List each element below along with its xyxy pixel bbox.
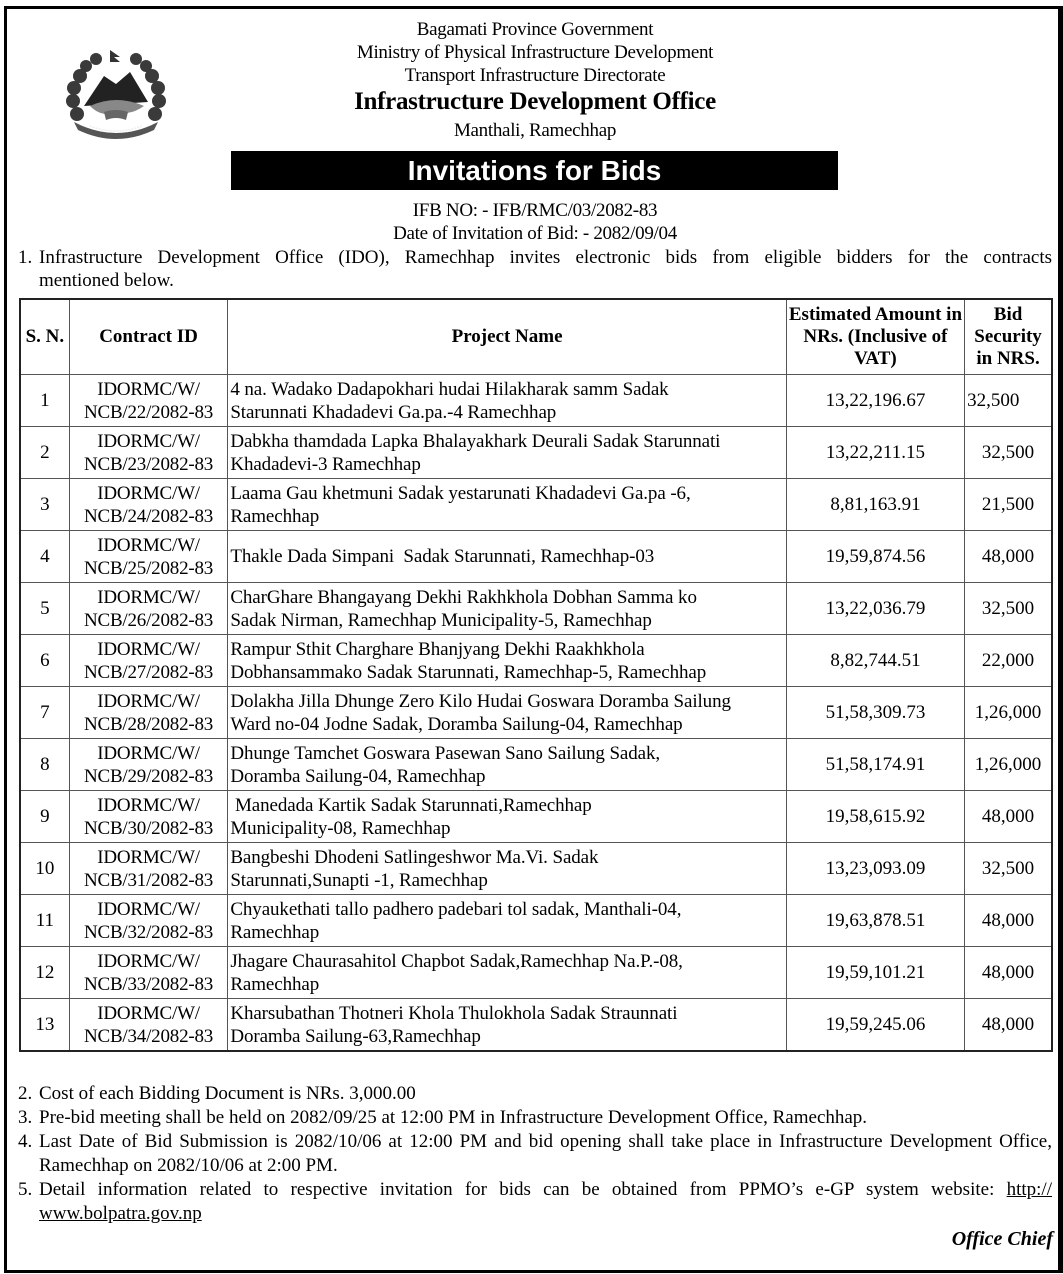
table-row xyxy=(20,999,1052,1052)
note-item: 3. Pre-bid meeting shall be held on 2082/09/25 at 12:00 PM in Infrastructure Development Office, Ramechhap. xyxy=(18,1107,868,1128)
cell-sn: 13 xyxy=(20,999,69,1052)
signature-office-chief: Office Chief xyxy=(951,1228,1053,1250)
directorate-name: Transport Infrastructure Directorate xyxy=(404,65,666,86)
table-row xyxy=(20,635,1052,687)
cell-bid-security: 32,500 xyxy=(965,843,1052,895)
bids-table xyxy=(19,298,1053,1052)
cell-sn: 7 xyxy=(20,687,69,739)
page-title: Invitations for Bids xyxy=(231,151,838,190)
table-row xyxy=(20,583,1052,635)
cell-bid-security: 48,000 xyxy=(965,999,1052,1052)
cell-estimated-amount: 13,23,093.09 xyxy=(786,843,964,895)
cell-bid-security: 32,500 xyxy=(965,427,1052,479)
cell-bid-security: 48,000 xyxy=(965,947,1052,999)
cell-sn: 8 xyxy=(20,739,69,791)
cell-contract-id: IDORMC/W/ NCB/32/2082-83 xyxy=(69,895,228,947)
table-row xyxy=(20,479,1052,531)
note-item: 2. Cost of each Bidding Document is NRs. 3,000.00 xyxy=(18,1083,416,1104)
header xyxy=(230,18,840,142)
cell-sn: 12 xyxy=(20,947,69,999)
cell-project-name: 4 na. Wadako Dadapokhari hudai Hilakharak samm Sadak Starunnati Khadadevi Ga.pa.-4 Ramechhap xyxy=(228,375,786,427)
cell-estimated-amount: 19,59,101.21 xyxy=(786,947,964,999)
cell-contract-id: IDORMC/W/ NCB/33/2082-83 xyxy=(69,947,228,999)
cell-estimated-amount: 51,58,174.91 xyxy=(786,739,964,791)
invitation-date: Date of Invitation of Bid: - 2082/09/04 xyxy=(393,223,677,244)
table-row xyxy=(20,791,1052,843)
cell-project-name: Kharsubathan Thotneri Khola Thulokhola Sadak Straunnati Doramba Sailung-63,Ramechhap xyxy=(228,999,786,1052)
cell-project-name: Chyaukethati tallo padhero padebari tol sadak, Manthali-04, Ramechhap xyxy=(228,895,786,947)
intro-number: 1. xyxy=(18,247,33,268)
bolpatra-website-link[interactable]: http:// www.bolpatra.gov.np xyxy=(39,1179,1052,1224)
ministry-name: Ministry of Physical Infrastructure Development xyxy=(356,42,714,63)
cell-project-name: Dabkha thamdada Lapka Bhalayakhark Deurali Sadak Starunnati Khadadevi-3 Ramechhap xyxy=(228,427,786,479)
table-header-row xyxy=(20,299,1052,375)
cell-project-name: Bangbeshi Dhodeni Satlingeshwor Ma.Vi. Sadak Starunnati,Sunapti -1, Ramechhap xyxy=(228,843,786,895)
cell-estimated-amount: 8,81,163.91 xyxy=(786,479,964,531)
cell-project-name: Rampur Sthit Charghare Bhanjyang Dekhi Raakhkhola Dobhansammako Sadak Starunnati, Ramechhap-5, Ramechhap xyxy=(228,635,786,687)
cell-bid-security: 1,26,000 xyxy=(965,687,1052,739)
cell-sn: 11 xyxy=(20,895,69,947)
cell-estimated-amount: 13,22,211.15 xyxy=(786,427,964,479)
cell-bid-security: 21,500 xyxy=(965,479,1052,531)
cell-estimated-amount: 19,63,878.51 xyxy=(786,895,964,947)
table-row xyxy=(20,687,1052,739)
cell-contract-id: IDORMC/W/ NCB/25/2082-83 xyxy=(69,531,228,583)
cell-contract-id: IDORMC/W/ NCB/29/2082-83 xyxy=(69,739,228,791)
ifb-number: IFB NO: - IFB/RMC/03/2082-83 xyxy=(412,200,658,221)
note-item: 4. Last Date of Bid Submission is 2082/10/06 at 12:00 PM and bid opening shall take place in Infrastructure Development Office, Ramechhap on 2082/10/06 at 2:00 PM. xyxy=(18,1131,1052,1176)
cell-project-name: Jhagare Chaurasahitol Chapbot Sadak,Ramechhap Na.P.-08, Ramechhap xyxy=(228,947,786,999)
table-row xyxy=(20,947,1052,999)
cell-bid-security: 48,000 xyxy=(965,531,1052,583)
cell-bid-security: 32,500 xyxy=(965,375,1052,427)
header-bid-security: Bid Security in NRS. xyxy=(965,299,1052,375)
cell-contract-id: IDORMC/W/ NCB/27/2082-83 xyxy=(69,635,228,687)
cell-sn: 2 xyxy=(20,427,69,479)
cell-bid-security: 22,000 xyxy=(965,635,1052,687)
office-name: Infrastructure Development Office xyxy=(354,88,716,115)
cell-contract-id: IDORMC/W/ NCB/24/2082-83 xyxy=(69,479,228,531)
cell-estimated-amount: 19,59,245.06 xyxy=(786,999,964,1052)
cell-project-name: Dolakha Jilla Dhunge Zero Kilo Hudai Goswara Doramba Sailung Ward no-04 Jodne Sadak, Doramba Sailung-04, Ramechhap xyxy=(228,687,786,739)
cell-sn: 10 xyxy=(20,843,69,895)
province-name: Bagamati Province Government xyxy=(416,19,654,40)
cell-project-name: Dhunge Tamchet Goswara Pasewan Sano Sailung Sadak, Doramba Sailung-04, Ramechhap xyxy=(228,739,786,791)
intro-line-2: mentioned below. xyxy=(39,270,174,291)
cell-bid-security: 48,000 xyxy=(965,791,1052,843)
cell-estimated-amount: 13,22,196.67 xyxy=(786,375,964,427)
cell-estimated-amount: 51,58,309.73 xyxy=(786,687,964,739)
cell-estimated-amount: 19,58,615.92 xyxy=(786,791,964,843)
table-row xyxy=(20,427,1052,479)
cell-project-name: Thakle Dada Simpani Sadak Starunnati, Ramechhap-03 xyxy=(228,531,786,583)
cell-estimated-amount: 19,59,874.56 xyxy=(786,531,964,583)
cell-bid-security: 1,26,000 xyxy=(965,739,1052,791)
cell-contract-id: IDORMC/W/ NCB/30/2082-83 xyxy=(69,791,228,843)
table-row xyxy=(20,843,1052,895)
cell-contract-id: IDORMC/W/ NCB/26/2082-83 xyxy=(69,583,228,635)
cell-estimated-amount: 8,82,744.51 xyxy=(786,635,964,687)
header-contract-id: Contract ID xyxy=(69,299,228,375)
cell-contract-id: IDORMC/W/ NCB/31/2082-83 xyxy=(69,843,228,895)
cell-contract-id: IDORMC/W/ NCB/22/2082-83 xyxy=(69,375,228,427)
cell-project-name: Manedada Kartik Sadak Starunnati,Ramechhap Municipality-08, Ramechhap xyxy=(228,791,786,843)
header-estimated-amount: Estimated Amount in NRs. (Inclusive of VAT) xyxy=(786,299,964,375)
cell-sn: 4 xyxy=(20,531,69,583)
table-row xyxy=(20,375,1052,427)
intro-paragraph xyxy=(18,246,1052,292)
cell-contract-id: IDORMC/W/ NCB/34/2082-83 xyxy=(69,999,228,1052)
table-row xyxy=(20,895,1052,947)
intro-line-1: Infrastructure Development Office (IDO), Ramechhap invites electronic bids from eligible bidders for the contracts xyxy=(39,247,1052,268)
notes-list xyxy=(18,1082,1052,1226)
office-location: Manthali, Ramechhap xyxy=(453,120,617,141)
cell-project-name: Laama Gau khetmuni Sadak yestarunati Khadadevi Ga.pa -6, Ramechhap xyxy=(228,479,786,531)
cell-estimated-amount: 13,22,036.79 xyxy=(786,583,964,635)
note-item: 5. Detail information related to respective invitation for bids can be obtained from PPMO’s e-GP system website: http:// www.bolpatra.gov.np xyxy=(18,1179,1052,1224)
cell-sn: 9 xyxy=(20,791,69,843)
table-row xyxy=(20,531,1052,583)
table-row xyxy=(20,739,1052,791)
cell-project-name: CharGhare Bhangayang Dekhi Rakhkhola Dobhan Samma ko Sadak Nirman, Ramechhap Municipality-5, Ramechhap xyxy=(228,583,786,635)
cell-sn: 6 xyxy=(20,635,69,687)
cell-bid-security: 32,500 xyxy=(965,583,1052,635)
nepal-government-emblem-icon xyxy=(60,46,172,142)
header-sn: S. N. xyxy=(20,299,69,375)
cell-contract-id: IDORMC/W/ NCB/23/2082-83 xyxy=(69,427,228,479)
cell-bid-security: 48,000 xyxy=(965,895,1052,947)
cell-sn: 3 xyxy=(20,479,69,531)
cell-sn: 1 xyxy=(20,375,69,427)
cell-sn: 5 xyxy=(20,583,69,635)
cell-contract-id: IDORMC/W/ NCB/28/2082-83 xyxy=(69,687,228,739)
header-project-name: Project Name xyxy=(228,299,786,375)
